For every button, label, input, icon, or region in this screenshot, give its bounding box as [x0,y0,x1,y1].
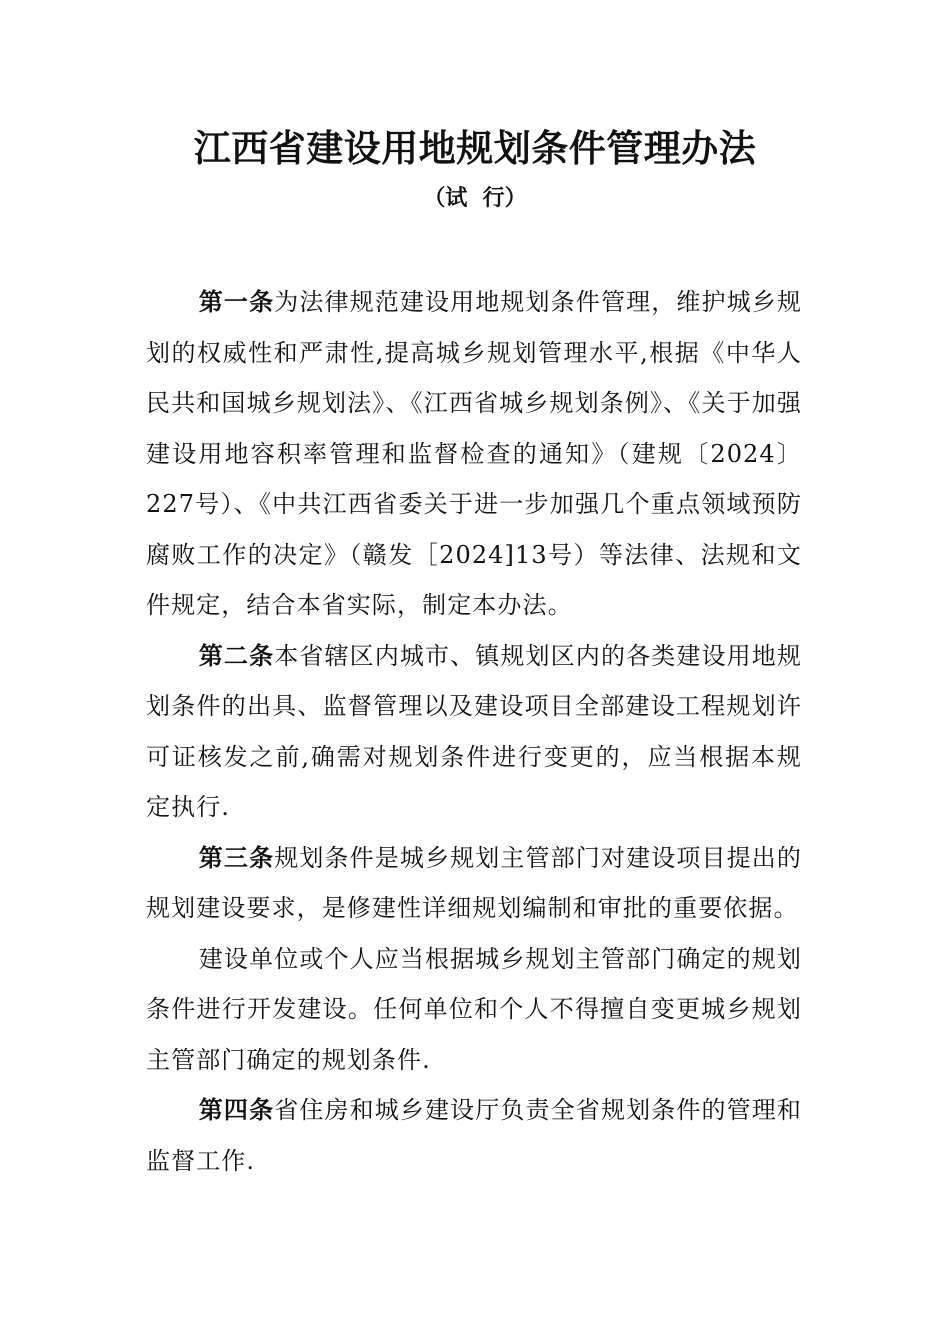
article-number: 第二条 [198,640,275,670]
article-text: 为法律规范建设用地规划条件管理，维护城乡规划的权威性和严肃性,提高城乡规划管理水平,根据《中华人民共和国城乡规划法》、《江西省城乡规划条例》、《关于加强建设用地容积率管理和监督检查的通知》（建规〔2024〕227号）、《中共江西省委关于进一步加强几个重点领域预防腐败工作的决定》（赣发［2024]13号）等法律、法规和文件规定，结合本省实际，制定本办法。 [146,288,802,619]
document-title: 江西省建设用地规划条件管理办法 [193,126,757,170]
article-text: 省住房和城乡建设厅负责全省规划条件的管理和监督工作. [146,1096,802,1175]
article-text: 规划条件是城乡规划主管部门对建设项目提出的规划建设要求，是修建性详细规划编制和审批的重要依据。 [146,843,802,922]
article-number: 第三条 [198,842,275,872]
article-text: 本省辖区内城市、镇规划区内的各类建设用地规划条件的出具、监督管理以及建设项目全部建设工程规划许可证核发之前,确需对规划条件进行变更的，应当根据本规定执行. [146,641,802,821]
document-body [146,277,802,1186]
article-3-continuation-paragraph [146,934,802,1086]
document-subtitle: （试 行） [423,185,527,211]
article-number: 第一条 [198,287,275,316]
article-text: 建设单位或个人应当根据城乡规划主管部门确定的规划条件进行开发建设。任何单位和个人不得擅自变更城乡规划主管部门确定的规划条件. [146,944,802,1074]
article-3-paragraph [146,833,802,934]
article-2-paragraph [146,631,802,833]
article-number: 第四条 [198,1095,275,1124]
article-4-paragraph [146,1085,802,1186]
article-1-paragraph [146,277,802,631]
